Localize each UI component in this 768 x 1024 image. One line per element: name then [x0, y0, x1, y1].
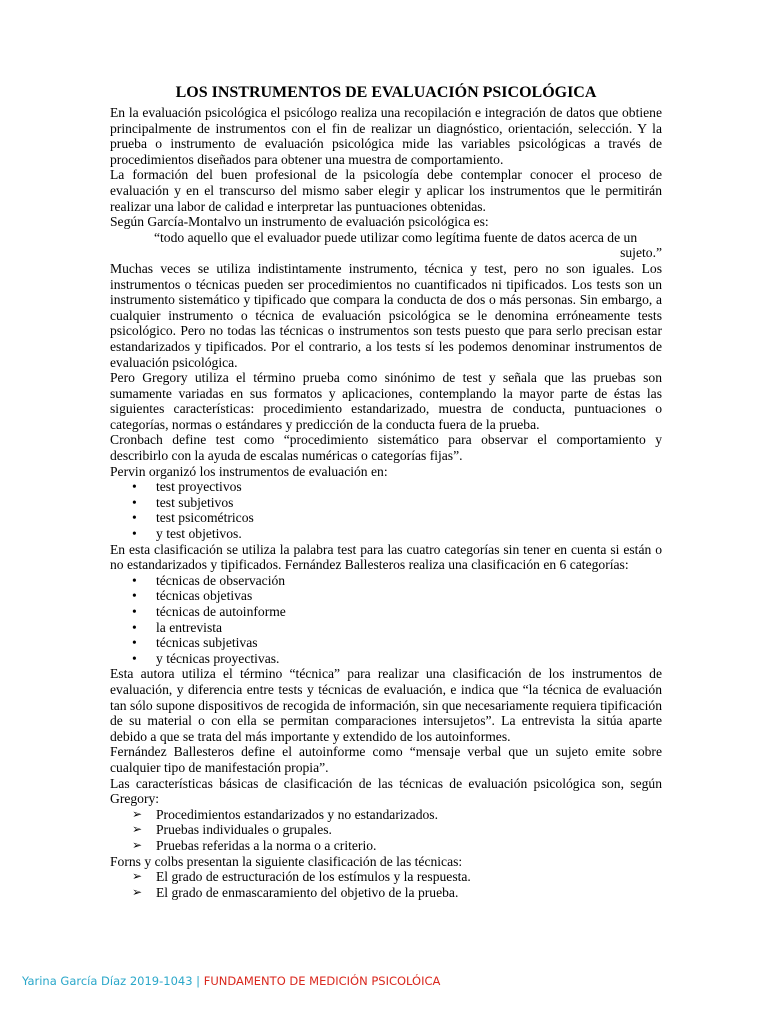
list-item: • y técnicas proyectivas. — [110, 651, 662, 667]
paragraph-gregory: Pero Gregory utiliza el término prueba como sinónimo de test y señala que las pruebas son sumamente variadas en sus formatos y aplicaciones, contemplando la mayor parte de éstas las siguientes características: procedimiento estandarizado, muestra de conducta, puntuaciones o categorías, normas o estándares y predicción de la conducta fuera de la prueba. — [110, 370, 662, 432]
list-item: • la entrevista — [110, 620, 662, 636]
footer-author: Yarina García Díaz 2019-1043 — [22, 974, 193, 988]
list-item: • test psicométricos — [110, 510, 662, 526]
quote-definition: “todo aquello que el evaluador puede utilizar como legítima fuente de datos acerca de un — [154, 229, 638, 245]
paragraph-intro: En la evaluación psicológica el psicólogo realiza una recopilación e integración de datos que obtiene principalmente de instrumentos con el fin de realizar un diagnóstico, orientación, selección. Y la prueba o instrumento de evaluación psicológica mide las variables psicológicas a través de procedimientos diseñados para obtener una muestra de comportamiento. — [110, 105, 662, 167]
document-page — [110, 84, 662, 900]
list-item: ➢ El grado de enmascaramiento del objetivo de la prueba. — [110, 885, 662, 901]
list-item: • test subjetivos — [110, 495, 662, 511]
paragraph-formation: La formación del buen profesional de la psicología debe contemplar conocer el proceso de evaluación y en el transcurso del mismo saber elegir y aplicar los instrumentos que le permitirán realizar una labor de calidad e interpretar las puntuaciones obtenidas. — [110, 167, 662, 214]
list-forns — [110, 869, 662, 900]
list-item: • test proyectivos — [110, 479, 662, 495]
footer-course: FUNDAMENTO DE MEDICIÓN PSICOLÓICA — [203, 974, 441, 988]
list-pervin — [110, 479, 662, 541]
paragraph-garcia-montalvo: Según García-Montalvo un instrumento de evaluación psicológica es: — [110, 214, 489, 230]
paragraph-classification: En esta clasificación se utiliza la palabra test para las cuatro categorías sin tener en cuenta si están o no estandarizados y tipificados. Fernández Ballesteros realiza una clasificación en 6 categorías: — [110, 541, 662, 573]
list-item: ➢ El grado de estructuración de los estímulos y la respuesta. — [110, 869, 662, 885]
paragraph-characteristics: Las características básicas de clasificación de las técnicas de evaluación psicológica son, según Gregory: — [110, 775, 662, 807]
paragraph-instrument-vs-test: Muchas veces se utiliza indistintamente instrumento, técnica y test, pero no son iguales. Los instrumentos o técnicas pueden ser procedimientos no cuantificados ni tipificados. Los tests son un instrumento sistemático y tipificado que compara la conducta de dos o más personas. Sin embargo, a cualquier instrumento o técnica de evaluación psicológica se le denomina erróneamente tests psicológico. Pero no todas las técnicas o instrumentos son tests puesto que para serlo precisan estar estandarizados y tipificados. Por el contrario, a los tests sí les podemos denominar instrumentos de evaluación psicológica. — [110, 260, 662, 370]
list-item: • técnicas objetivas — [110, 588, 662, 604]
paragraph-pervin: Pervin organizó los instrumentos de evaluación en: — [110, 463, 388, 479]
list-gregory — [110, 807, 662, 854]
list-item: ➢ Pruebas referidas a la norma o a criterio. — [110, 838, 662, 854]
list-item: • y test objetivos. — [110, 526, 662, 542]
page-footer — [22, 974, 440, 988]
list-item: • técnicas subjetivas — [110, 635, 662, 651]
list-item: ➢ Pruebas individuales o grupales. — [110, 822, 662, 838]
footer-separator: | — [192, 974, 204, 988]
paragraph-autoinforme: Fernández Ballesteros define el autoinforme como “mensaje verbal que un sujeto emite sobre cualquier tipo de manifestación propia”. — [110, 744, 662, 775]
quote-definition-end: sujeto.” — [620, 245, 662, 261]
list-item: • técnicas de observación — [110, 573, 662, 589]
document-title: LOS INSTRUMENTOS DE EVALUACIÓN PSICOLÓGICA — [175, 84, 597, 101]
paragraph-tecnica: Esta autora utiliza el término “técnica” para realizar una clasificación de los instrumentos de evaluación, y diferencia entre tests y técnicas de evaluación, e indica que “la técnica de evaluación tan sólo supone dispositivos de recogida de información, sin que necesariamente requiera tipificación de su material o con ella se permitan comparaciones intersujetos”. La entrevista la sitúa aparte debido a que se trata del más importante y extendido de los autoinformes. — [110, 666, 662, 744]
paragraph-cronbach: Cronbach define test como “procedimiento sistemático para observar el comportamiento y describirlo con la ayuda de escalas numéricas o categorías fijas”. — [110, 432, 662, 464]
paragraph-forns: Forns y colbs presentan la siguiente clasificación de las técnicas: — [110, 853, 463, 869]
list-item: ➢ Procedimientos estandarizados y no estandarizados. — [110, 807, 662, 823]
list-fernandez-ballesteros — [110, 573, 662, 667]
list-item: • técnicas de autoinforme — [110, 604, 662, 620]
